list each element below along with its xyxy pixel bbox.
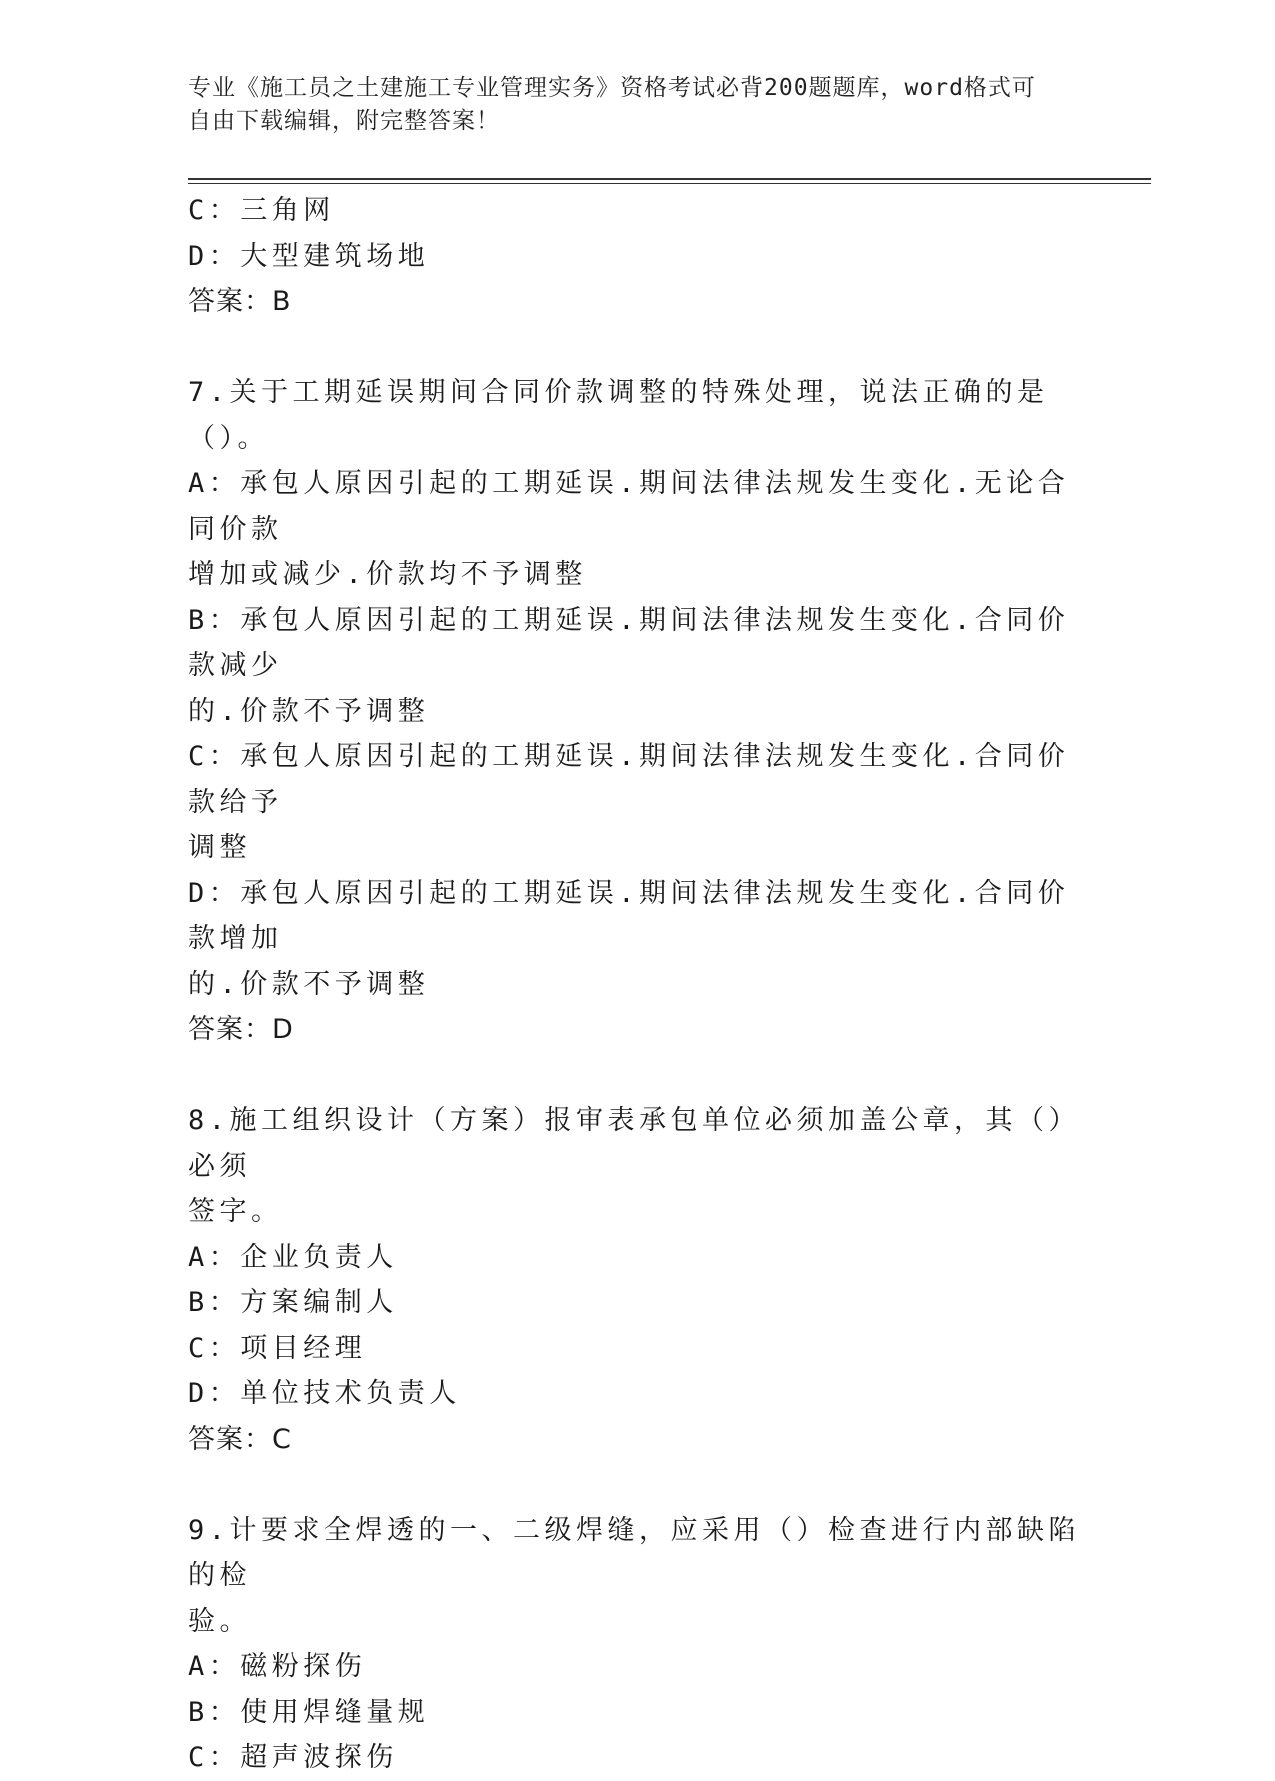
question-9 xyxy=(188,1508,1088,1781)
q9-option-c: C：超声波探伤 xyxy=(188,1742,398,1773)
q8-option-b: B：方案编制人 xyxy=(188,1287,398,1318)
q9-option-a: A：磁粉探伤 xyxy=(188,1651,367,1682)
q6-option-c: C：三角网 xyxy=(188,195,335,226)
q7-option-a-line-2: 增加或减少.价款均不予调整 xyxy=(188,559,587,590)
q9-question-line-2: 验。 xyxy=(188,1605,251,1637)
q7-option-d-line-2: 的.价款不予调整 xyxy=(188,968,430,1000)
q8-option-d: D：单位技术负责人 xyxy=(188,1378,461,1409)
q7-option-d-line-1: D：承包人原因引起的工期延误.期间法律法规发生变化.合同价款增加 xyxy=(188,877,1070,954)
q7-question: 7.关于工期延误期间合同价款调整的特殊处理，说法正确的是（）。 xyxy=(188,377,1049,454)
question-7 xyxy=(188,370,1088,1053)
question-8 xyxy=(188,1098,1088,1462)
q6-answer: 答案：B xyxy=(188,286,292,317)
document-body xyxy=(188,188,1088,1781)
header-line-2: 自由下载编辑，附完整答案！ xyxy=(188,108,500,134)
q7-answer: 答案：D xyxy=(188,1014,294,1045)
q6-option-d: D：大型建筑场地 xyxy=(188,240,430,272)
q9-question-line-1: 9.计要求全焊透的一、二级焊缝，应采用（）检查进行内部缺陷的检 xyxy=(188,1514,1081,1591)
header-line-1: 专业《施工员之土建施工专业管理实务》资格考试必背200题题库，word格式可 xyxy=(188,75,1036,101)
q8-option-a: A：企业负责人 xyxy=(188,1241,398,1273)
q7-option-b-line-2: 的.价款不予调整 xyxy=(188,695,430,727)
q8-question-line-1: 8.施工组织设计（方案）报审表承包单位必须加盖公章，其（）必须 xyxy=(188,1105,1081,1182)
spacer xyxy=(188,325,1088,371)
q7-option-b-line-1: B：承包人原因引起的工期延误.期间法律法规发生变化.合同价款减少 xyxy=(188,604,1070,681)
q8-option-c: C：项目经理 xyxy=(188,1332,367,1364)
spacer xyxy=(188,1462,1088,1508)
q7-option-c-line-1: C：承包人原因引起的工期延误.期间法律法规发生变化.合同价款给予 xyxy=(188,741,1070,818)
header-divider-thick xyxy=(188,178,1151,180)
header-divider-thin xyxy=(188,183,1151,184)
q8-answer: 答案：C xyxy=(188,1423,292,1455)
q7-option-a-line-1: A：承包人原因引起的工期延误.期间法律法规发生变化.无论合同价款 xyxy=(188,468,1070,545)
q9-option-b: B：使用焊缝量规 xyxy=(188,1696,430,1728)
spacer xyxy=(188,1053,1088,1099)
question-6-tail xyxy=(188,188,1088,325)
q8-question-line-2: 签字。 xyxy=(188,1196,283,1227)
document-header xyxy=(188,72,1088,138)
q7-option-c-line-2: 调整 xyxy=(188,832,251,863)
